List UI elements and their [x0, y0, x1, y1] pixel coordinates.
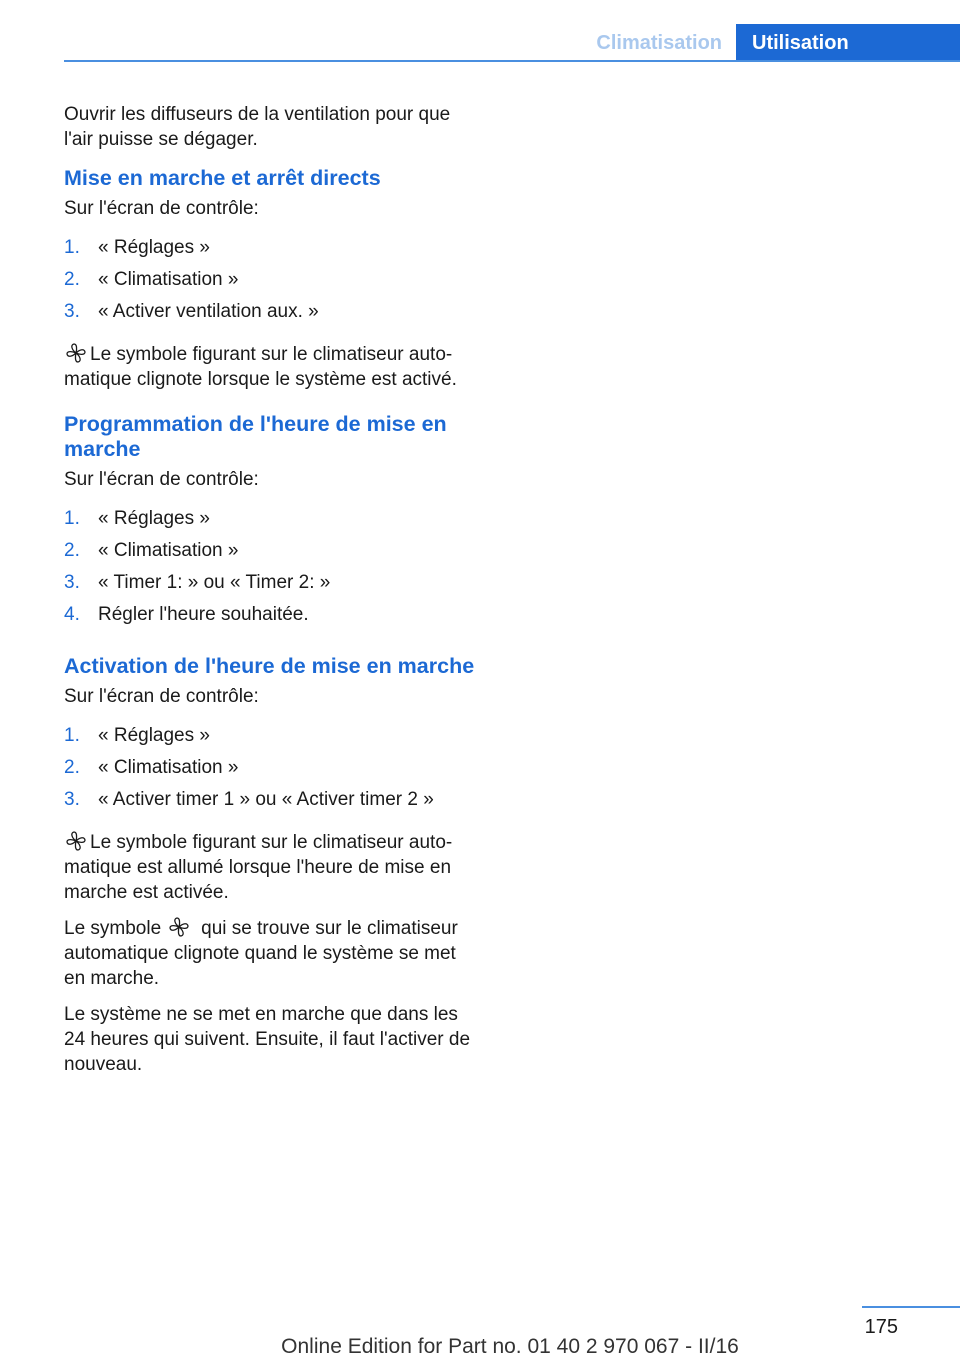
- note-paragraph: [64, 830, 480, 905]
- step-text: « Timer 1: » ou « Timer 2: »: [98, 572, 331, 593]
- list-item: [64, 602, 480, 634]
- step-text: « Climatisation »: [98, 757, 239, 778]
- section-title-activation: Activation de l'heure de mise en marche: [64, 654, 475, 678]
- section-lead: Sur l'écran de contrôle:: [64, 469, 259, 490]
- intro-paragraph: Ouvrir les diffuseurs de la ventilation pour que l'air puisse se dégager.: [64, 104, 451, 150]
- fan-icon: [66, 831, 86, 851]
- step-text: « Climatisation »: [98, 540, 239, 561]
- list-item: [64, 506, 480, 538]
- footer-edition: Online Edition for Part no. 01 40 2 970 067 - II/16: [281, 1335, 739, 1358]
- step-text: « Réglages »: [98, 237, 210, 258]
- step-number: 1.: [64, 508, 80, 529]
- step-number: 3.: [64, 301, 80, 322]
- steps-list: [64, 235, 480, 331]
- step-number: 1.: [64, 237, 80, 258]
- symbol-text-after: qui se trouve sur le climatiseur automatique clignote quand le système se met en marche.: [64, 918, 458, 989]
- fan-icon: [169, 917, 189, 937]
- list-item: [64, 299, 480, 331]
- step-number: 3.: [64, 789, 80, 810]
- step-number: 2.: [64, 757, 80, 778]
- symbol-text-before: Le symbole: [64, 918, 162, 939]
- fan-icon: [66, 343, 86, 363]
- list-item: [64, 787, 480, 819]
- list-item: [64, 538, 480, 570]
- header-tab-utilisation: Utilisation: [736, 24, 960, 62]
- step-text: « Réglages »: [98, 725, 210, 746]
- header-section-title: Climatisation: [596, 32, 722, 54]
- list-item: [64, 755, 480, 787]
- steps-list: [64, 723, 480, 819]
- step-text: « Activer timer 1 » ou « Activer timer 2 »: [98, 789, 434, 810]
- header-divider: [64, 60, 960, 62]
- note-text: Le symbole figurant sur le climatiseur auto‐matique est allumé lorsque l'heure de mise en marche est activée.: [64, 832, 453, 903]
- step-text: Régler l'heure souhaitée.: [98, 604, 309, 625]
- section-lead: Sur l'écran de contrôle:: [64, 198, 259, 219]
- step-number: 2.: [64, 540, 80, 561]
- step-text: « Réglages »: [98, 508, 210, 529]
- step-number: 1.: [64, 725, 80, 746]
- section-lead: Sur l'écran de contrôle:: [64, 686, 259, 707]
- list-item: [64, 723, 480, 755]
- list-item: [64, 235, 480, 267]
- page-number: 175: [864, 1316, 898, 1338]
- step-number: 2.: [64, 269, 80, 290]
- step-number: 4.: [64, 604, 80, 625]
- section-title-direct-on-off: Mise en marche et arrêt directs: [64, 166, 381, 190]
- symbol-paragraph: [64, 916, 480, 991]
- step-text: « Climatisation »: [98, 269, 239, 290]
- note-paragraph: [64, 342, 480, 392]
- list-item: [64, 570, 480, 602]
- validity-paragraph: Le système ne se met en marche que dans les 24 heures qui suivent. Ensuite, il faut l'activer de nouveau.: [64, 1004, 471, 1075]
- step-text: « Activer ventilation aux. »: [98, 301, 319, 322]
- note-text: Le symbole figurant sur le climatiseur auto‐matique clignote lorsque le système est activé.: [64, 344, 457, 390]
- page-content: [64, 102, 480, 1088]
- steps-list: [64, 506, 480, 634]
- section-title-programming: Programmation de l'heure de mise en marche: [64, 412, 447, 461]
- step-number: 3.: [64, 572, 80, 593]
- list-item: [64, 267, 480, 299]
- footer-divider: [862, 1306, 960, 1308]
